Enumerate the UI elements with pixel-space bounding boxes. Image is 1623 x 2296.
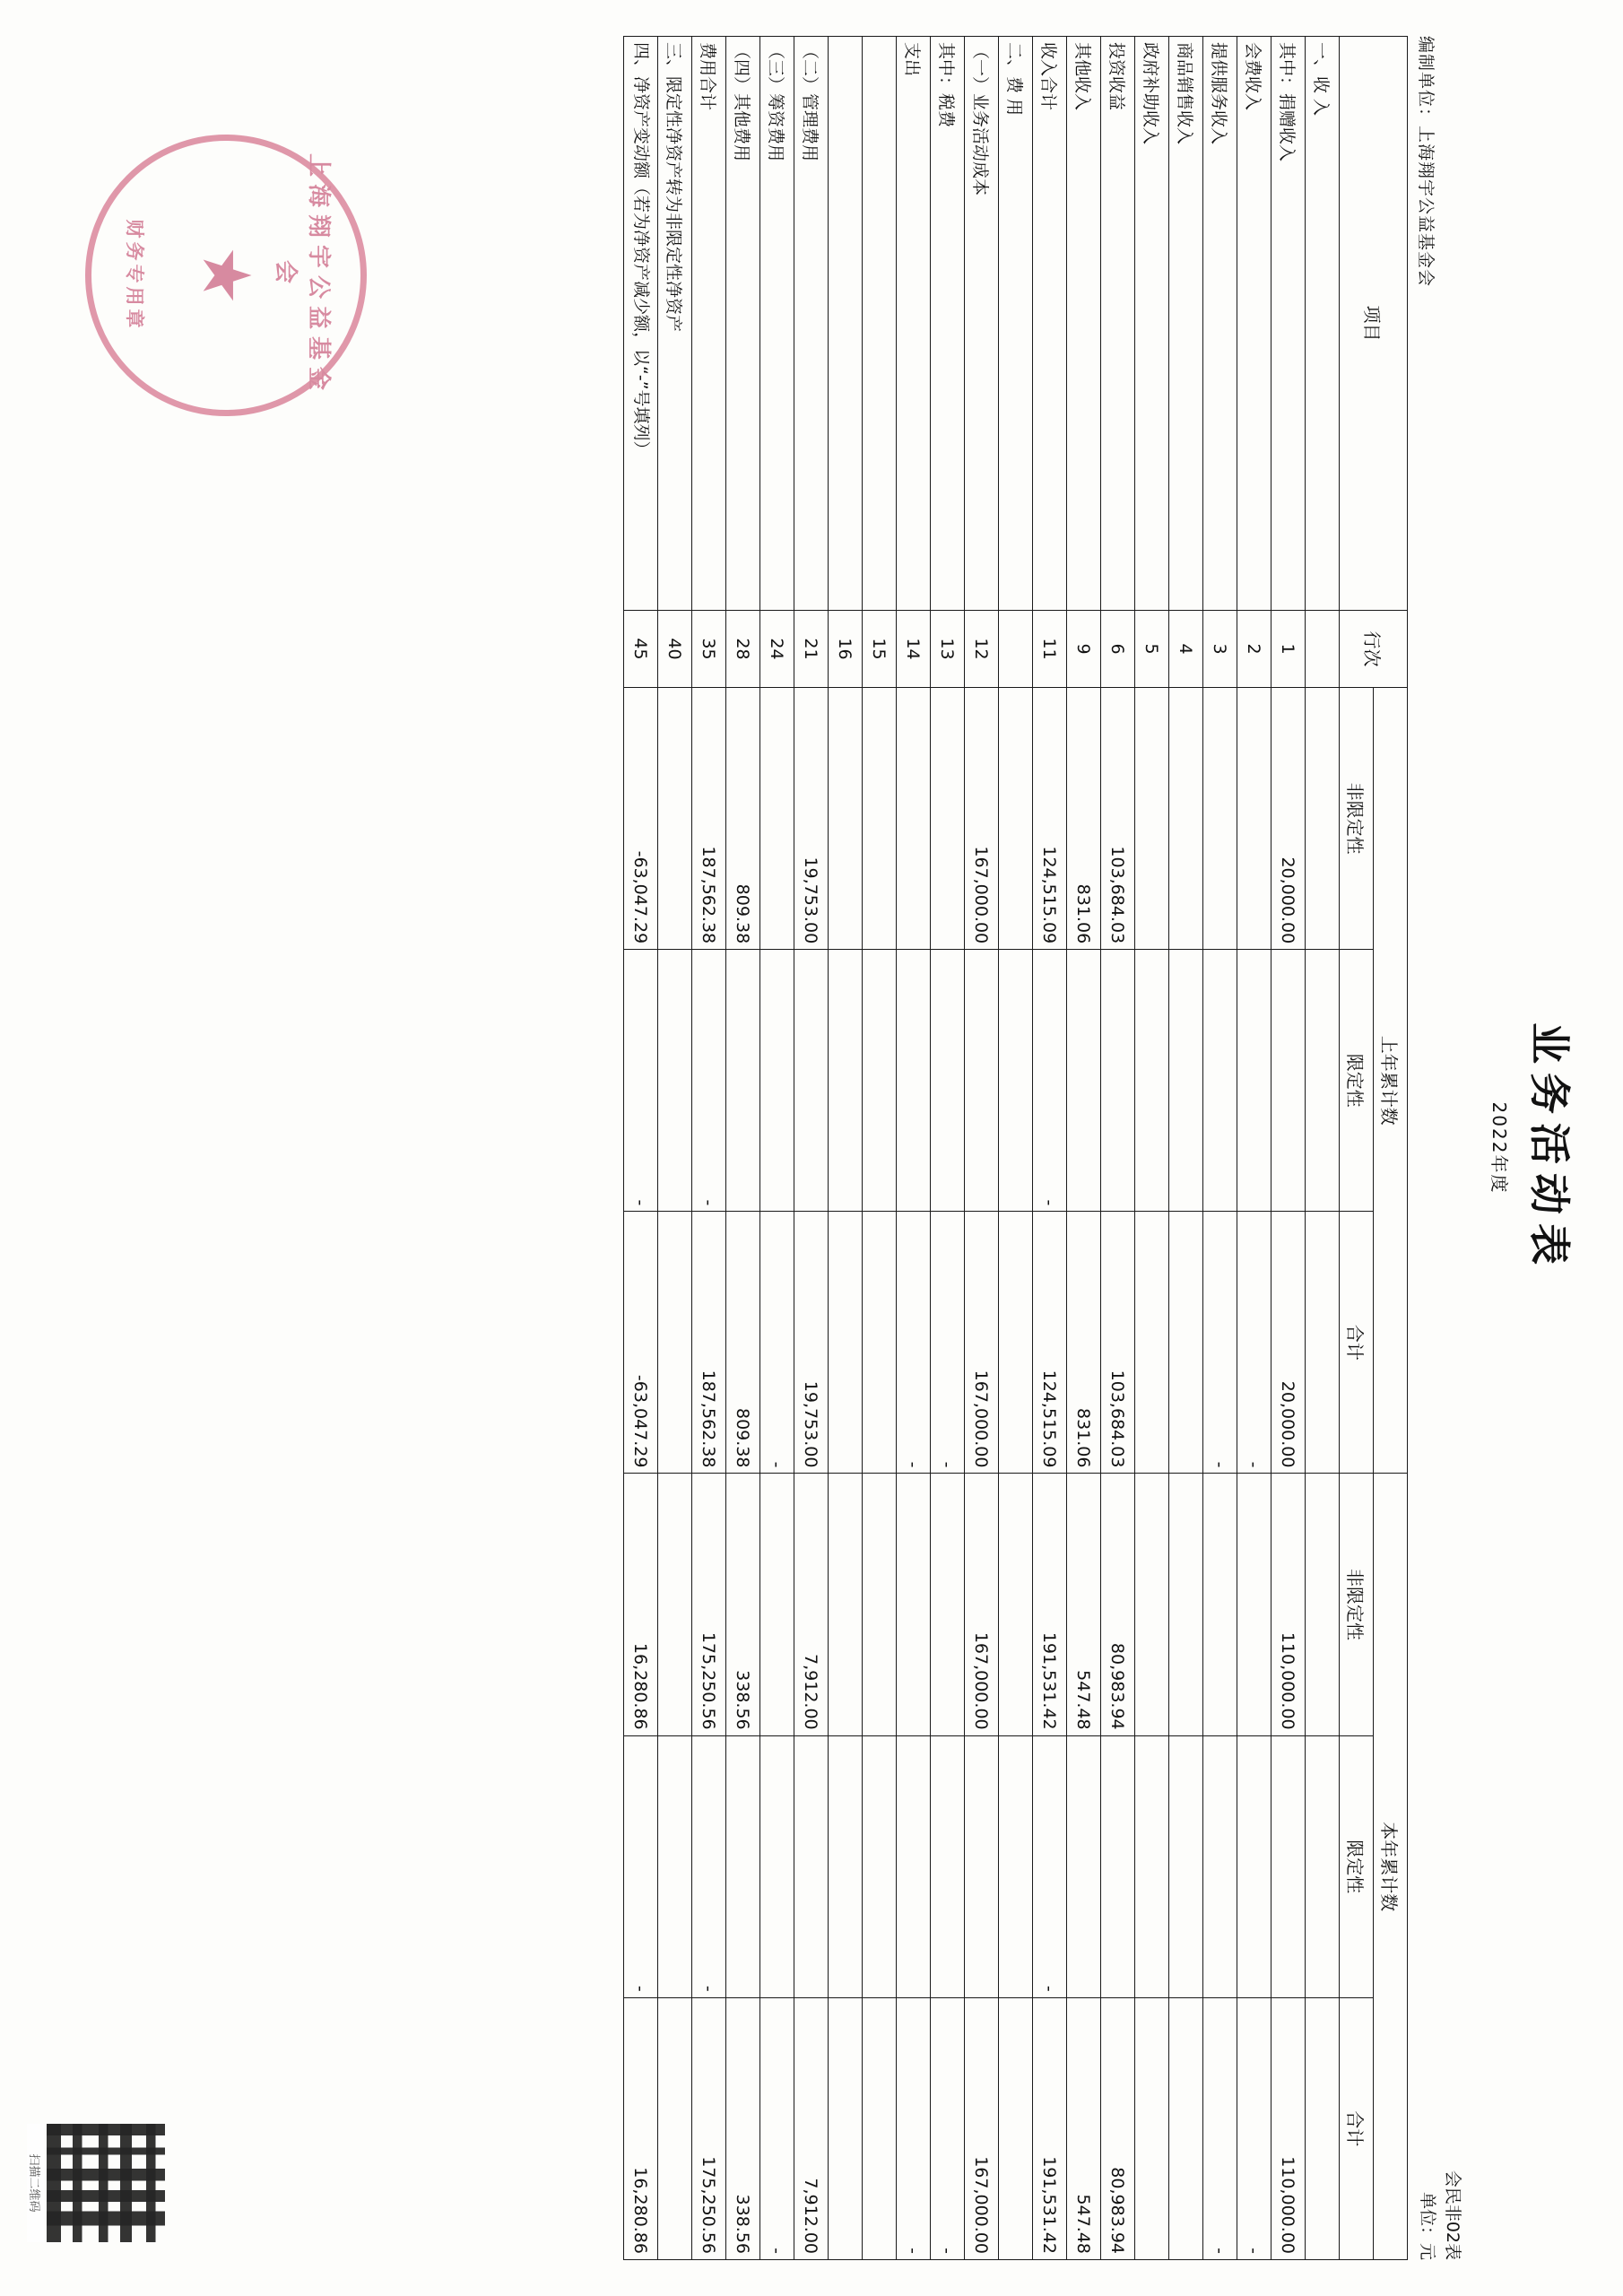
preparer-label: 编制单位：上海翔宇公益基金会: [1415, 36, 1436, 288]
row-item-label: 其中：捐赠收入: [1271, 37, 1305, 611]
row-value-this-unrestricted: 80,983.94: [1100, 1474, 1134, 1735]
row-value-this-total: [1134, 1997, 1168, 2259]
row-value-this-restricted: [930, 1735, 964, 1997]
row-value-prev-total: -: [759, 1212, 794, 1474]
row-value-prev-unrestricted: [930, 688, 964, 950]
qr-code: [27, 2124, 165, 2242]
row-value-this-total: -: [1202, 1997, 1237, 2259]
row-line-number: 35: [691, 611, 725, 688]
row-value-prev-total: [1168, 1212, 1202, 1474]
row-line-number: 45: [623, 611, 657, 688]
row-value-prev-restricted: -: [623, 950, 657, 1212]
row-value-this-unrestricted: [1237, 1474, 1271, 1735]
row-value-this-total: 547.48: [1066, 1997, 1100, 2259]
row-value-prev-unrestricted: [1305, 688, 1339, 950]
row-value-prev-unrestricted: [862, 688, 896, 950]
official-seal-stamp: [85, 135, 367, 416]
table-row: [657, 37, 691, 2260]
form-code: 会民非02表: [1443, 2170, 1462, 2260]
page-subtitle: 2022年度: [1488, 1101, 1510, 1195]
row-value-this-total: [1305, 1997, 1339, 2259]
row-value-prev-unrestricted: 187,562.38: [691, 688, 725, 950]
row-line-number: 3: [1202, 611, 1237, 688]
row-value-prev-restricted: [1237, 950, 1271, 1212]
header-this-year-group: 本年累计数: [1373, 1474, 1407, 2260]
table-row: [1305, 37, 1339, 2260]
row-item-label: 二、费 用: [998, 37, 1032, 611]
row-value-this-unrestricted: [828, 1474, 862, 1735]
row-line-number: 2: [1237, 611, 1271, 688]
row-line-number: 11: [1032, 611, 1066, 688]
row-line-number: 16: [828, 611, 862, 688]
row-value-this-unrestricted: [862, 1474, 896, 1735]
row-item-label: [828, 37, 862, 611]
business-activity-table: [623, 36, 1408, 2260]
row-item-label: 四、净资产变动额（若为净资产减少额，以“-”号填列）: [623, 37, 657, 611]
row-value-prev-restricted: -: [691, 950, 725, 1212]
row-line-number: 6: [1100, 611, 1134, 688]
row-value-this-restricted: -: [691, 1735, 725, 1997]
row-line-number: 5: [1134, 611, 1168, 688]
row-value-this-total: 16,280.86: [623, 1997, 657, 2259]
row-line-number: [1305, 611, 1339, 688]
row-value-this-restricted: [1168, 1735, 1202, 1997]
row-value-prev-total: [1134, 1212, 1168, 1474]
row-value-prev-restricted: [725, 950, 759, 1212]
row-value-prev-unrestricted: 809.38: [725, 688, 759, 950]
row-line-number: 40: [657, 611, 691, 688]
row-value-this-unrestricted: [998, 1474, 1032, 1735]
row-value-this-unrestricted: [930, 1474, 964, 1735]
row-value-prev-total: [1305, 1212, 1339, 1474]
row-value-this-total: 167,000.00: [964, 1997, 998, 2259]
row-value-prev-restricted: [1271, 950, 1305, 1212]
row-value-prev-unrestricted: [657, 688, 691, 950]
row-value-prev-unrestricted: 103,684.03: [1100, 688, 1134, 950]
document-meta: [1415, 36, 1464, 2260]
row-value-this-unrestricted: [1202, 1474, 1237, 1735]
row-value-this-total: 338.56: [725, 1997, 759, 2259]
row-value-prev-total: 809.38: [725, 1212, 759, 1474]
row-value-this-total: 191,531.42: [1032, 1997, 1066, 2259]
row-item-label: 收入合计: [1032, 37, 1066, 611]
row-value-this-unrestricted: [759, 1474, 794, 1735]
row-item-label: （四）其他费用: [725, 37, 759, 611]
row-line-number: 13: [930, 611, 964, 688]
row-value-this-restricted: [1305, 1735, 1339, 1997]
row-value-this-unrestricted: 191,531.42: [1032, 1474, 1066, 1735]
row-item-label: 其他收入: [1066, 37, 1100, 611]
table-row: [1237, 37, 1271, 2260]
row-value-prev-total: -: [930, 1212, 964, 1474]
row-value-prev-unrestricted: 20,000.00: [1271, 688, 1305, 950]
row-value-this-restricted: [1271, 1735, 1305, 1997]
row-value-this-unrestricted: [657, 1474, 691, 1735]
header-this-unrestricted: 非限定性: [1339, 1474, 1373, 1735]
row-value-prev-unrestricted: 19,753.00: [794, 688, 828, 950]
table-row: [725, 37, 759, 2260]
row-line-number: 4: [1168, 611, 1202, 688]
row-value-prev-total: 124,515.09: [1032, 1212, 1066, 1474]
row-value-this-unrestricted: 167,000.00: [964, 1474, 998, 1735]
table-row: [998, 37, 1032, 2260]
row-value-this-restricted: -: [623, 1735, 657, 1997]
table-row: [930, 37, 964, 2260]
row-value-prev-unrestricted: -63,047.29: [623, 688, 657, 950]
row-value-prev-total: [828, 1212, 862, 1474]
table-row: [623, 37, 657, 2260]
row-value-prev-restricted: [1066, 950, 1100, 1212]
row-value-this-restricted: [1066, 1735, 1100, 1997]
row-value-this-total: -: [896, 1997, 930, 2259]
row-value-this-total: [828, 1997, 862, 2259]
row-value-this-total: [998, 1997, 1032, 2259]
table-header-group-row: [1373, 37, 1407, 2260]
row-value-this-unrestricted: [1134, 1474, 1168, 1735]
row-value-prev-total: 187,562.38: [691, 1212, 725, 1474]
row-item-label: （一）业务活动成本: [964, 37, 998, 611]
table-row: [1066, 37, 1100, 2260]
row-line-number: 24: [759, 611, 794, 688]
row-value-this-restricted: [725, 1735, 759, 1997]
row-value-prev-restricted: [828, 950, 862, 1212]
row-line-number: 9: [1066, 611, 1100, 688]
row-item-label: （二）管理费用: [794, 37, 828, 611]
row-item-label: 商品销售收入: [1168, 37, 1202, 611]
header-item: 项目: [1339, 37, 1407, 611]
row-value-this-unrestricted: [896, 1474, 930, 1735]
row-value-this-restricted: [794, 1735, 828, 1997]
row-value-this-restricted: [1134, 1735, 1168, 1997]
row-value-this-unrestricted: 338.56: [725, 1474, 759, 1735]
row-value-this-unrestricted: 175,250.56: [691, 1474, 725, 1735]
row-value-prev-restricted: [930, 950, 964, 1212]
row-line-number: [998, 611, 1032, 688]
row-value-this-restricted: [657, 1735, 691, 1997]
row-value-prev-restricted: [1100, 950, 1134, 1212]
row-value-prev-total: 167,000.00: [964, 1212, 998, 1474]
row-value-prev-unrestricted: [1237, 688, 1271, 950]
row-value-this-restricted: [998, 1735, 1032, 1997]
row-value-prev-unrestricted: 124,515.09: [1032, 688, 1066, 950]
table-row: [896, 37, 930, 2260]
row-value-prev-restricted: [998, 950, 1032, 1212]
row-value-prev-total: -63,047.29: [623, 1212, 657, 1474]
row-value-prev-total: -: [896, 1212, 930, 1474]
row-value-this-total: -: [930, 1997, 964, 2259]
row-value-prev-total: [862, 1212, 896, 1474]
row-value-prev-unrestricted: [1134, 688, 1168, 950]
row-value-prev-restricted: -: [1032, 950, 1066, 1212]
row-value-prev-unrestricted: 831.06: [1066, 688, 1100, 950]
table-row: [1271, 37, 1305, 2260]
row-value-prev-restricted: [759, 950, 794, 1212]
table-row: [1202, 37, 1237, 2260]
row-item-label: 费用合计: [691, 37, 725, 611]
row-value-this-unrestricted: 547.48: [1066, 1474, 1100, 1735]
table-row: [691, 37, 725, 2260]
row-value-prev-restricted: [862, 950, 896, 1212]
row-value-prev-total: 103,684.03: [1100, 1212, 1134, 1474]
row-value-this-total: [1168, 1997, 1202, 2259]
row-value-this-unrestricted: [1168, 1474, 1202, 1735]
row-item-label: 会费收入: [1237, 37, 1271, 611]
row-item-label: （三）筹资费用: [759, 37, 794, 611]
row-line-number: 21: [794, 611, 828, 688]
row-value-this-unrestricted: [1305, 1474, 1339, 1735]
unit-note: 单位：元: [1418, 2191, 1438, 2260]
header-prev-restricted: 限定性: [1339, 950, 1373, 1212]
row-value-this-total: -: [759, 1997, 794, 2259]
row-value-prev-unrestricted: [1202, 688, 1237, 950]
row-item-label: 一、收 入: [1305, 37, 1339, 611]
row-item-label: 三、限定性净资产转为非限定性净资产: [657, 37, 691, 611]
table-row: [828, 37, 862, 2260]
row-line-number: 1: [1271, 611, 1305, 688]
header-prev-unrestricted: 非限定性: [1339, 688, 1373, 950]
row-value-prev-restricted: [1168, 950, 1202, 1212]
row-value-prev-total: -: [1237, 1212, 1271, 1474]
seal-bottom-text: 财务专用章: [124, 219, 145, 332]
row-line-number: 14: [896, 611, 930, 688]
row-value-this-total: -: [1237, 1997, 1271, 2259]
row-value-prev-total: 831.06: [1066, 1212, 1100, 1474]
row-item-label: 支出: [896, 37, 930, 611]
row-value-prev-total: [657, 1212, 691, 1474]
table-row: [1168, 37, 1202, 2260]
star-icon: ★: [187, 245, 265, 306]
row-value-this-total: 7,912.00: [794, 1997, 828, 2259]
row-item-label: [862, 37, 896, 611]
row-value-this-restricted: -: [1032, 1735, 1066, 1997]
row-value-this-restricted: [1202, 1735, 1237, 1997]
row-value-this-unrestricted: 110,000.00: [1271, 1474, 1305, 1735]
row-value-this-total: [862, 1997, 896, 2259]
row-line-number: 15: [862, 611, 896, 688]
row-value-this-unrestricted: 16,280.86: [623, 1474, 657, 1735]
row-value-prev-restricted: [1305, 950, 1339, 1212]
row-value-prev-unrestricted: [896, 688, 930, 950]
header-prev-year-group: 上年累计数: [1373, 688, 1407, 1474]
page-title: 业务活动表: [1525, 1022, 1574, 1274]
table-row: [1032, 37, 1066, 2260]
table-body: [623, 37, 1339, 2260]
row-value-prev-unrestricted: [828, 688, 862, 950]
row-value-prev-restricted: [794, 950, 828, 1212]
row-value-this-total: 80,983.94: [1100, 1997, 1134, 2259]
row-item-label: 政府补助收入: [1134, 37, 1168, 611]
header-this-restricted: 限定性: [1339, 1735, 1373, 1997]
table-row: [1100, 37, 1134, 2260]
table-row: [759, 37, 794, 2260]
row-item-label: 提供服务收入: [1202, 37, 1237, 611]
row-item-label: 投资收益: [1100, 37, 1134, 611]
table-row: [794, 37, 828, 2260]
table-row: [1134, 37, 1168, 2260]
row-value-prev-restricted: [896, 950, 930, 1212]
form-meta: [1415, 2170, 1464, 2260]
row-value-prev-unrestricted: 167,000.00: [964, 688, 998, 950]
row-line-number: 28: [725, 611, 759, 688]
header-this-total: 合计: [1339, 1997, 1373, 2259]
row-value-this-restricted: [1100, 1735, 1134, 1997]
qr-label: 扫描二维码: [27, 2124, 44, 2242]
row-value-this-restricted: [964, 1735, 998, 1997]
seal-top-text: 上海翔宇公益基金会: [272, 152, 332, 397]
table-row: [862, 37, 896, 2260]
row-value-this-restricted: [1237, 1735, 1271, 1997]
row-value-this-total: 110,000.00: [1271, 1997, 1305, 2259]
row-value-this-total: 175,250.56: [691, 1997, 725, 2259]
row-value-prev-restricted: [964, 950, 998, 1212]
table-row: [964, 37, 998, 2260]
row-value-this-unrestricted: 7,912.00: [794, 1474, 828, 1735]
row-value-prev-restricted: [657, 950, 691, 1212]
row-value-this-restricted: [828, 1735, 862, 1997]
row-item-label: 其中：税费: [930, 37, 964, 611]
row-value-prev-total: 20,000.00: [1271, 1212, 1305, 1474]
row-line-number: 12: [964, 611, 998, 688]
row-value-this-restricted: [759, 1735, 794, 1997]
row-value-prev-unrestricted: [998, 688, 1032, 950]
row-value-prev-restricted: [1134, 950, 1168, 1212]
row-value-prev-unrestricted: [1168, 688, 1202, 950]
row-value-prev-total: [998, 1212, 1032, 1474]
row-value-prev-restricted: [1202, 950, 1237, 1212]
header-line-no: 行次: [1339, 611, 1407, 688]
row-value-this-restricted: [896, 1735, 930, 1997]
row-value-this-restricted: [862, 1735, 896, 1997]
row-value-this-total: [657, 1997, 691, 2259]
header-prev-total: 合计: [1339, 1212, 1373, 1474]
row-value-prev-total: -: [1202, 1212, 1237, 1474]
row-value-prev-unrestricted: [759, 688, 794, 950]
row-value-prev-total: 19,753.00: [794, 1212, 828, 1474]
